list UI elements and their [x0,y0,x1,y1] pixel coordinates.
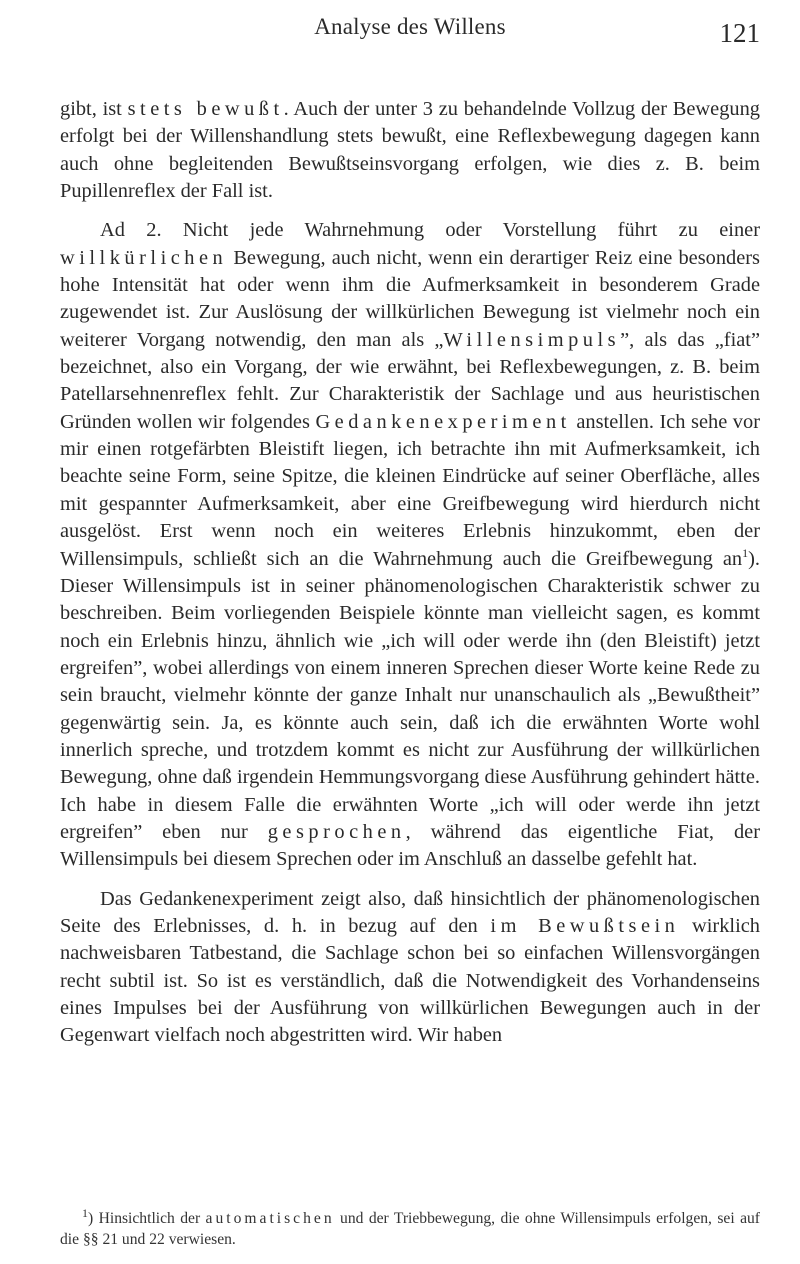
text-run: anstellen. Ich sehe vor mir einen rotgefärbten Bleistift liegen, ich betrachte ihn mit Aufmerksamkeit, ich beachte seine Form, seine Spitze, die kleinen Eindrücke auf seiner Oberfläche, alles mit gespannter Aufmerksamkeit, aber eine Greifbewegung wird hierdurch nicht ausgelöst. Erst wenn noch ein weiteres Erlebnis hinzukommt, eben der Willensimpuls, schließt sich an die Wahrnehmung auch die Greifbewegung an [60,410,760,570]
page-number: 121 [719,18,760,48]
book-page [60,0,760,1264]
footnote-marker: 1 [742,545,749,560]
spaced-emphasis: willkürlichen [60,246,228,269]
text-run: ). Dieser Willensimpuls ist in seiner phänomenologischen Charakteristik schwer zu beschreiben. Beim vorliegenden Beispiele könnte man vielleicht sagen, es kommt noch ein Erlebnis hinzu, ähnlich wie „ich will oder werde ihn (den Bleistift) jetzt ergreifen”, wobei allerdings von einem inneren Sprechen dieser Worte keine Rede zu sein braucht, vielmehr könnte der ganze Inhalt nur unanschaulich als „Bewußtheit” gegenwärtig sein. Ja, es könnte auch sein, daß ich die erwähnten Worte wohl innerlich spreche, und trotzdem kommt es nicht zur Ausführung der willkürlichen Bewegung, ohne daß irgendein Hemmungsvorgang diese Ausführung gehindert hätte. Ich habe in diesem Falle die erwähnten Worte „ich will oder werde ihn jetzt ergreifen” eben nur [60,547,760,843]
spaced-emphasis: Willensimpuls [443,328,621,351]
body-text [60,96,760,1050]
text-run: gibt, ist [60,98,128,120]
spaced-emphasis: stets bewußt [127,98,284,120]
text-run: , während das eigentliche Fiat, der Willensimpuls bei diesem Sprechen oder im Anschluß an dasselbe gefehlt hat. [60,820,760,871]
spaced-emphasis: automatischen [205,1210,335,1227]
text-run: Bewegung, auch nicht, wenn ein derartiger Reiz eine besonders hohe Intensität hat oder wenn ihm die Aufmerksamkeit in besonderem Grade zugewendet ist. Zur Auslösung der willkürlichen Bewegung ist vielmehr noch ein weiterer Vorgang notwendig, den man als „ [60,246,760,351]
paragraph-2 [60,217,760,873]
text-run: Ad 2. Nicht jede Wahrnehmung oder Vorstellung führt zu einer [100,219,760,242]
footnote-marker: 1 [82,1205,88,1220]
paragraph-1 [60,96,760,205]
paragraph-3 [60,886,760,1050]
page-header [60,14,760,54]
text-run: . Auch der unter 3 zu behandelnde Vollzug der Bewegung erfolgt bei der Willenshandlung stets bewußt, eine Reflexbewegung dagegen kann auch ohne begleitenden Bewußtseinsvorgang erfolgen, wie dies z. B. beim Pupillenreflex der Fall ist. [60,98,760,203]
text-run: ) Hinsichtlich der [88,1210,206,1227]
text-run: und der Triebbewegung, die ohne Willensimpuls erfolgen, sei auf die §§ 21 und 22 verwiesen. [60,1210,760,1248]
footnote [60,1205,760,1250]
text-run: ”, als das „fiat” bezeichnet, also ein Vorgang, der wie erwähnt, bei Reflexbewegungen, z. B. beim Patellarsehnenreflex fehlt. Zur Charakteristik der Sachlage und aus heuristischen Gründen wollen wir folgendes [60,328,760,433]
running-title: Analyse des Willens [314,14,506,39]
text-run: Das Gedankenexperiment zeigt also, daß hinsichtlich der phänomenologischen Seite des Erlebnisses, d. h. in bezug auf den [60,887,760,937]
spaced-emphasis: gesprochen [267,820,406,843]
text-run: wirklich nachweisbaren Tatbestand, die Sachlage schon bei so einfachen Willensvorgängen recht subtil ist. So ist es verständlich, daß die Notwendigkeit des Vorhandenseins eines Impulses bei der Ausführung von willkürlichen Bewegungen auch in der Gegenwart vielfach noch abgestritten wird. Wir haben [60,914,760,1047]
spaced-emphasis: im Bewußtsein [490,914,680,937]
spaced-emphasis: Gedankenexperiment [315,410,571,433]
